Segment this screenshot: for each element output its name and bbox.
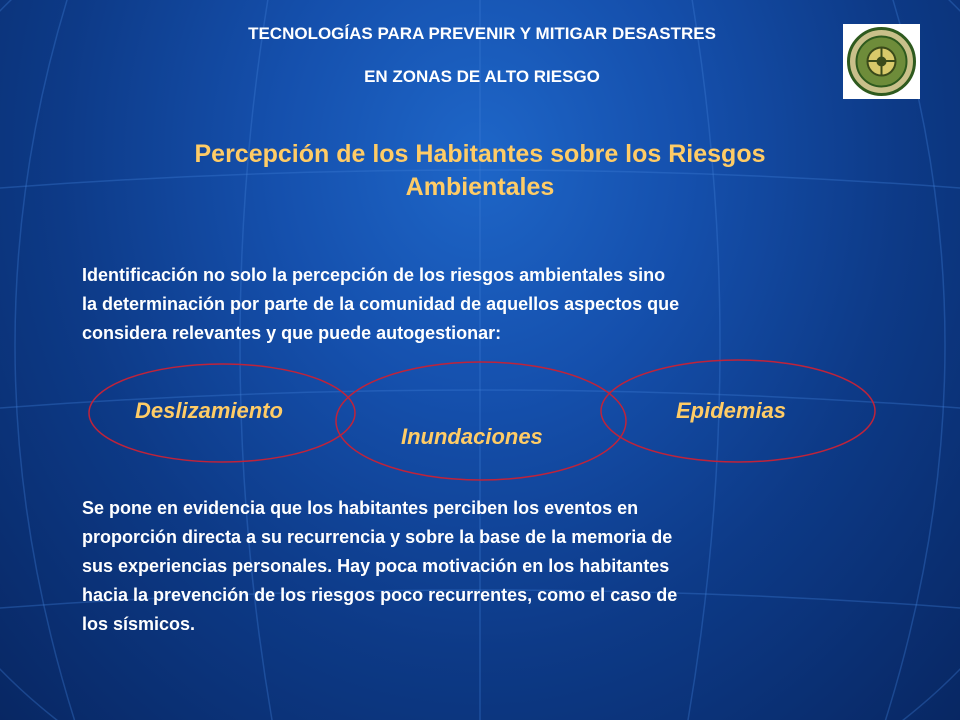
conclusion-line-4: hacia la prevención de los riesgos poco recurrentes, como el caso de — [82, 585, 678, 605]
slide-title-line-1: Percepción de los Habitantes sobre los Riesgos — [194, 140, 766, 168]
slide-title-line-2: Ambientales — [405, 173, 555, 201]
conclusion-paragraph — [82, 494, 902, 639]
oval-inundaciones — [336, 362, 626, 480]
header-line-2: EN ZONAS DE ALTO RIESGO — [364, 67, 600, 86]
intro-line-2: la determinación por parte de la comunidad de aquellos aspectos que — [82, 294, 680, 314]
intro-line-3: considera relevantes y que puede autogestionar: — [82, 323, 502, 343]
risk-epidemias: Epidemias — [676, 398, 787, 423]
risk-deslizamiento: Deslizamiento — [135, 398, 283, 423]
conclusion-line-1: Se pone en evidencia que los habitantes perciben los eventos en — [82, 498, 639, 518]
conclusion-line-2: proporción directa a su recurrencia y sobre la base de la memoria de — [82, 527, 673, 547]
intro-line-1: Identificación no solo la percepción de los riesgos ambientales sino — [82, 265, 666, 285]
conclusion-line-5: los sísmicos. — [82, 614, 196, 634]
header-line-1: TECNOLOGÍAS PARA PREVENIR Y MITIGAR DESASTRES — [248, 24, 716, 43]
conclusion-line-3: sus experiencias personales. Hay poca motivación en los habitantes — [82, 556, 670, 576]
risk-inundaciones: Inundaciones — [401, 424, 543, 449]
